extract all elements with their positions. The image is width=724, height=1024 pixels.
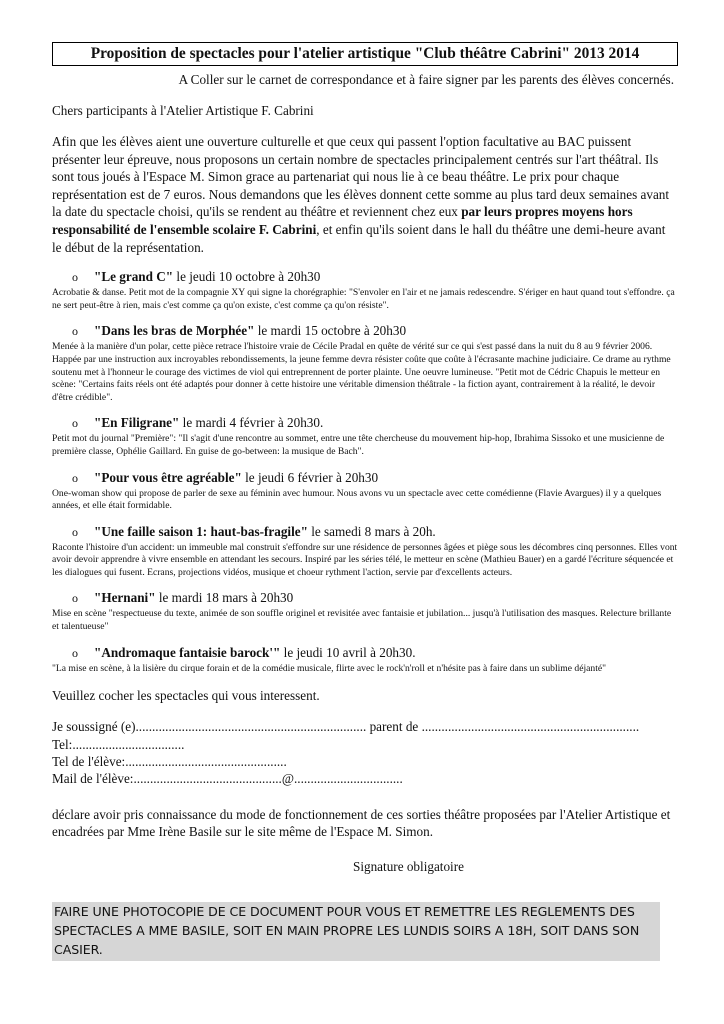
show-item bbox=[52, 469, 678, 513]
form-line-student-mail: Mail de l'élève:.............................................@................................. bbox=[52, 771, 403, 787]
show-description: Acrobatie & danse. Petit mot de la compagnie XY qui signe la chorégraphie: "S'envoler en l'air et ne jamais redescendre. S'ériger en haut quand tout s'effondre. ça ne sert peut-être à rien, mais c'est comme ça qu'on existe, c'est comme ça qu'on résiste". bbox=[52, 287, 675, 311]
declaration-text: déclare avoir pris connaissance du mode de fonctionnement de ces sorties théâtre proposées par l'Atelier Artistique et encadrées par Mme Irène Basile sur le site même de l'Espace M. Simon. bbox=[52, 806, 671, 840]
show-item bbox=[52, 589, 678, 633]
show-item bbox=[52, 268, 678, 312]
show-heading bbox=[52, 322, 678, 340]
bullet-icon: o bbox=[72, 324, 78, 339]
show-description: "La mise en scène, à la lisière du cirque forain et de la comédie musicale, flirte avec le rock'n'roll et n'hésite pas à faire dans un sublime déjanté" bbox=[52, 662, 607, 674]
bullet-icon: o bbox=[72, 524, 78, 539]
show-title: "Pour vous être agréable" bbox=[94, 469, 242, 485]
bullet-icon: o bbox=[72, 270, 78, 285]
form-line-parent: Je soussigné (e)...................................................................... parent de .................................................................. bbox=[52, 719, 640, 735]
parent-form bbox=[52, 718, 678, 788]
show-date: le mardi 15 octobre à 20h30 bbox=[254, 323, 407, 339]
show-title: "Le grand C" bbox=[94, 269, 174, 285]
show-description: Mise en scène "respectueuse du texte, animée de son souffle originel et revisitée avec fantaisie et jubilation... jusqu'à l'utilisation des masques. Relecture brillante et talentueuse" bbox=[52, 608, 672, 633]
show-title: "Hernani" bbox=[94, 590, 156, 606]
show-description: Menée à la manière d'un polar, cette pièce retrace l'histoire vraie de Cécile Pradal en quête de vérité sur ce qui s'est passé dans la nuit du 8 au 9 février 2006. Happée par une instruction aux incroyables rebondissements, la jeune femme devra résister coûte que coûte à l'écrasante machine judiciaire. Ce drame au rythme soutenu met à l'honneur le courage des victimes de viol qui entreprennent de porter plainte. Une oeuvre lumineuse. "Petit mot de Cédric Chapuis le metteur en scène: "Certains faits réels ont été adaptés pour donner à cette histoire une véritable dimension théâtrale - la fiction ayant, contrairement à la réalité, le devoir d'être crédible". bbox=[52, 341, 671, 403]
form-line-student-tel: Tel de l'élève:................................................. bbox=[52, 754, 287, 770]
show-item bbox=[52, 523, 678, 580]
show-date: le mardi 18 mars à 20h30 bbox=[155, 590, 294, 606]
show-date: le jeudi 10 avril à 20h30. bbox=[280, 644, 416, 660]
show-item bbox=[52, 322, 678, 404]
instruction-text: Veuillez cocher les spectacles qui vous interessent. bbox=[52, 688, 320, 704]
show-heading bbox=[52, 644, 678, 662]
show-date: le samedi 8 mars à 20h. bbox=[307, 523, 436, 539]
show-item bbox=[52, 644, 678, 676]
bullet-icon: o bbox=[72, 591, 78, 606]
bullet-icon: o bbox=[72, 645, 78, 660]
form-line-tel: Tel:.................................. bbox=[52, 736, 185, 752]
show-heading bbox=[52, 469, 678, 487]
show-description: Petit mot du journal "Première": "Il s'agit d'une rencontre au sommet, entre une tête chercheuse du mouvement hip-hop, Ibrahima Sissoko et une musicienne de première classe, Ophélie Gaillard. En guise de go-between: la musique de Bach". bbox=[52, 433, 665, 457]
bullet-icon: o bbox=[72, 416, 78, 431]
show-heading bbox=[52, 414, 678, 432]
show-description: Raconte l'histoire d'un accident: un immeuble mal construit s'effondre sur une résidence de personnes âgées et piège sous les décombres cinq personnes. Elles vont avoir devoir apprendre à vivre ensemble en attendant les secours. Inspiré par les séries télé, le metteur en scène (Mathieu Bauer) en a gardé l'écriture séquencée et les dialogues qui fusent. Ecrans, projections vidéos, musique et choeur rythment l'action, servie par d'excellents acteurs. bbox=[52, 541, 678, 578]
show-title: "En Filigrane" bbox=[94, 415, 180, 431]
salutation: Chers participants à l'Atelier Artistique F. Cabrini bbox=[52, 103, 314, 118]
show-date: le mardi 4 février à 20h30. bbox=[179, 415, 324, 431]
show-date: le jeudi 10 octobre à 20h30 bbox=[173, 269, 321, 285]
show-heading bbox=[52, 523, 678, 541]
intro-bold-text: par leurs propres moyens hors responsabilité de l'ensemble scolaire F. Cabrini bbox=[52, 204, 633, 237]
intro-text-end: , et enfin qu'ils soient dans le hall du théâtre une demi-heure avant le début de la représentation. bbox=[52, 221, 666, 255]
photocopy-notice: FAIRE UNE PHOTOCOPIE DE CE DOCUMENT POUR VOUS ET REMETTRE LES REGLEMENTS DES SPECTACLES A MME BASILE, SOIT EN MAIN PROPRE LES LUNDIS SOIRS A 18H, SOIT DANS SON CASIER. bbox=[52, 902, 660, 961]
show-item bbox=[52, 414, 678, 458]
intro-paragraph bbox=[52, 133, 678, 256]
document-page bbox=[52, 42, 678, 875]
document-title: Proposition de spectacles pour l'atelier artistique "Club théâtre Cabrini" 2013 2014 bbox=[52, 42, 678, 66]
document-subtitle: A Coller sur le carnet de correspondance et à faire signer par les parents des élèves concernés. bbox=[178, 72, 674, 87]
show-heading bbox=[52, 268, 678, 286]
show-description: One-woman show qui propose de parler de sexe au féminin avec humour. Nous avons vu un spectacle avec cette comédienne (Flavie Avargues) il y a quelques années, et elle était formidable. bbox=[52, 487, 662, 512]
show-title: "Dans les bras de Morphée" bbox=[94, 323, 255, 339]
bullet-icon: o bbox=[72, 470, 78, 485]
show-list bbox=[52, 268, 678, 675]
show-title: "Une faille saison 1: haut-bas-fragile" bbox=[94, 523, 308, 539]
intro-text-start: Afin que les élèves aient une ouverture culturelle et que ceux qui passent l'option facultative au BAC puissent présenter leur épreuve, nous proposons un certain nombre de spectacles principalement centrés sur l'art théâtral. Ils sont tous joués à l'Espace M. Simon grace au partenariat qui nous lie à ce beau théâtre. Le prix pour chaque représentation est de 7 euros. Nous demandons que les élèves donnent cette somme au plus tard deux semaines avant la date du spectacle choisi, qu'ils se rendent au théâtre et reviennent chez eux bbox=[52, 134, 670, 220]
show-heading bbox=[52, 589, 678, 607]
show-title: "Andromaque fantaisie barock'" bbox=[94, 644, 281, 660]
signature-label: Signature obligatoire bbox=[353, 858, 464, 874]
show-date: le jeudi 6 février à 20h30 bbox=[241, 469, 379, 485]
